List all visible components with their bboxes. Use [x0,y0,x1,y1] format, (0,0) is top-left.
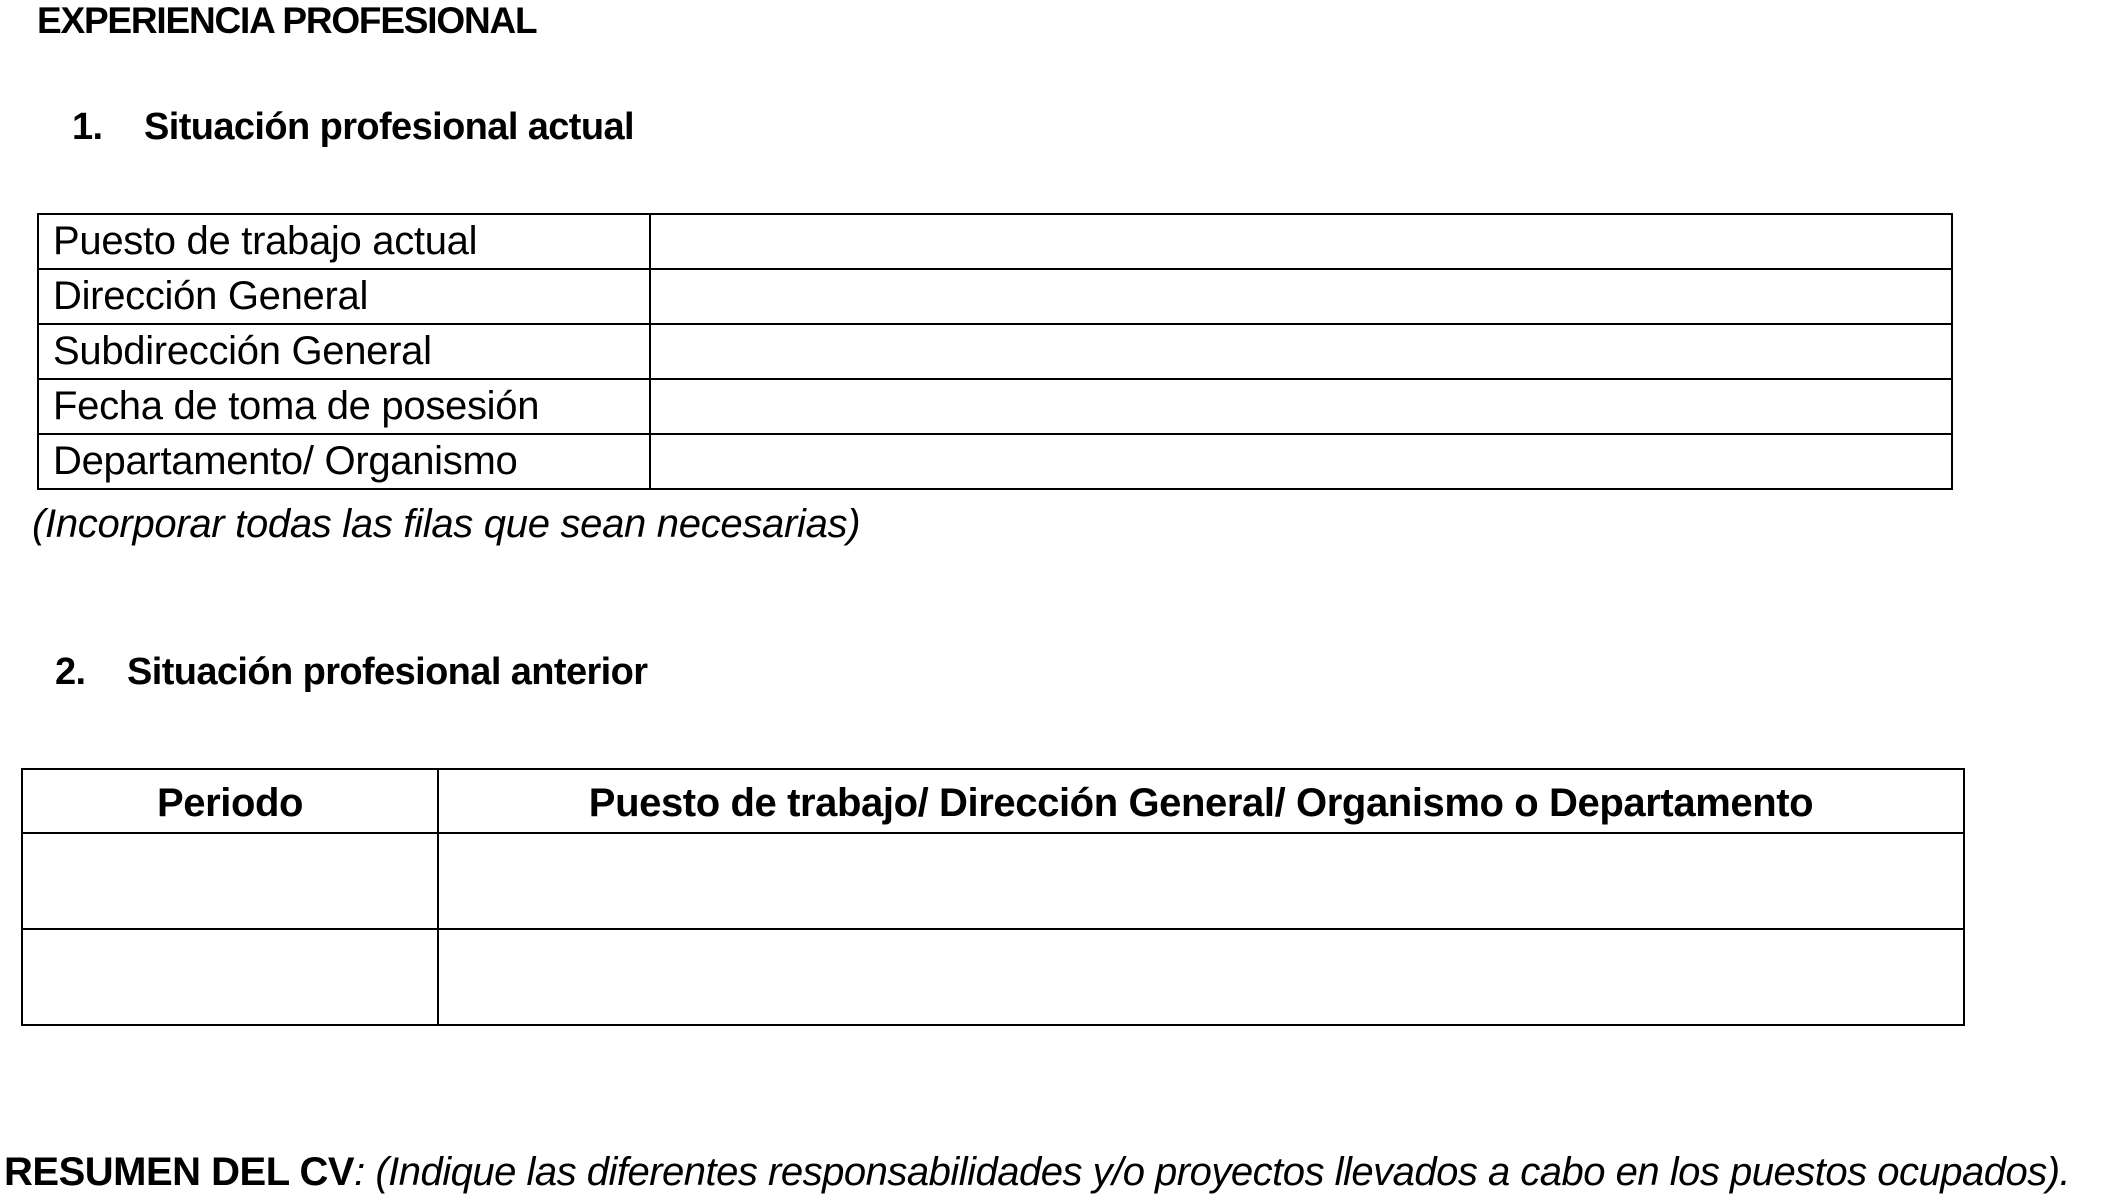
row-value-field[interactable] [650,269,1952,324]
section1-heading [72,106,634,149]
row-label: Dirección General [38,269,650,324]
previous-positions-table [21,768,1965,1026]
row-value-field[interactable] [650,379,1952,434]
table-row [38,324,1952,379]
column-header-puesto: Puesto de trabajo/ Dirección General/ Organismo o Departamento [438,769,1964,833]
section1-title: Situación profesional actual [144,106,634,148]
periodo-field[interactable] [22,833,438,929]
summary-label: RESUMEN DEL CV [4,1150,355,1194]
column-header-periodo: Periodo [22,769,438,833]
puesto-field[interactable] [438,833,1964,929]
table-row [38,379,1952,434]
table-note: (Incorporar todas las filas que sean necesarias) [32,502,861,546]
row-value-field[interactable] [650,324,1952,379]
table-row [38,214,1952,269]
row-label: Subdirección General [38,324,650,379]
main-heading: EXPERIENCIA PROFESIONAL [37,0,537,41]
cv-summary-line [4,1150,2070,1195]
section2-number: 2. [55,651,86,693]
row-label: Fecha de toma de posesión [38,379,650,434]
summary-hint: (Indique las diferentes responsabilidades y/o proyectos llevados a cabo en los puestos ocupados). [364,1150,2071,1194]
puesto-field[interactable] [438,929,1964,1025]
row-label: Puesto de trabajo actual [38,214,650,269]
row-value-field[interactable] [650,214,1952,269]
section1-number: 1. [72,106,103,148]
table-header-row [22,769,1964,833]
table-row [38,434,1952,489]
row-value-field[interactable] [650,434,1952,489]
row-label: Departamento/ Organismo [38,434,650,489]
current-position-table [37,213,1953,490]
table-row [22,833,1964,929]
section2-heading [55,651,647,694]
summary-colon: : [354,1150,365,1194]
section2-title: Situación profesional anterior [127,651,648,693]
table-row [22,929,1964,1025]
table-row [38,269,1952,324]
periodo-field[interactable] [22,929,438,1025]
